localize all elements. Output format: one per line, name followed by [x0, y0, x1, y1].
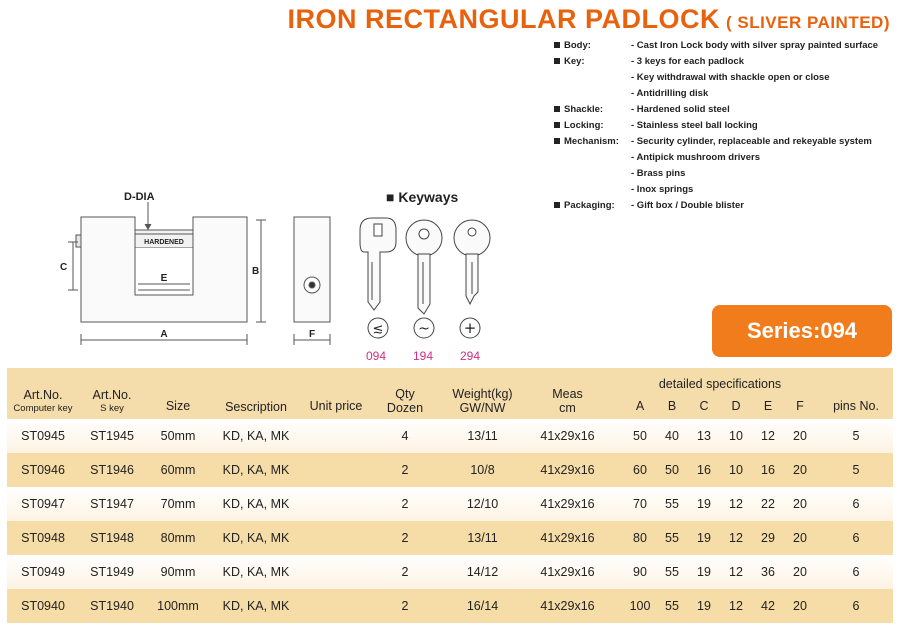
cell-b: 50 [665, 462, 679, 477]
cell-weight: 13/11 [467, 530, 498, 545]
cell-s-key: ST1945 [90, 428, 134, 443]
padlock-side-view [294, 217, 330, 322]
spec-value: - Stainless steel ball locking [631, 120, 758, 131]
cell-meas: 41x29x16 [540, 530, 595, 545]
spec-row [554, 166, 894, 182]
spec-value: - Antipick mushroom drivers [631, 152, 760, 163]
key-194-icon [406, 220, 442, 314]
keyways-title-text: Keyways [398, 189, 459, 205]
cell-meas: 41x29x16 [540, 598, 595, 613]
cell-c: 19 [697, 598, 711, 613]
header-description: Sescription [225, 400, 287, 414]
cell-c: 16 [697, 462, 711, 477]
padlock-dimension-drawing [40, 180, 370, 350]
cell-s-key: ST1948 [90, 530, 134, 545]
spec-value: - Gift box / Double blister [631, 200, 744, 211]
table-row [7, 453, 893, 487]
cell-f: 20 [793, 598, 807, 613]
cell-a: 50 [633, 428, 647, 443]
spec-label [564, 166, 631, 182]
cell-c: 13 [697, 428, 711, 443]
cell-c: 19 [697, 530, 711, 545]
label-d-dia: D-DIA [124, 191, 155, 203]
header-detailed-specs: detailed specifications [658, 377, 782, 391]
cell-qty: 4 [401, 428, 409, 443]
cell-desc: KD, KA, MK [222, 564, 290, 579]
spec-bullet [554, 166, 564, 182]
key-094-icon [360, 218, 396, 310]
header-a: A [635, 399, 645, 413]
cell-size: 80mm [160, 530, 196, 545]
cell-s-key: ST1949 [90, 564, 134, 579]
cell-b: 55 [665, 496, 679, 511]
title-subtitle: ( SLIVER PAINTED) [725, 13, 890, 32]
cell-f: 20 [793, 564, 807, 579]
spec-row [554, 102, 894, 118]
cell-qty: 2 [401, 598, 409, 613]
cell-desc: KD, KA, MK [222, 598, 290, 613]
cell-meas: 41x29x16 [540, 496, 595, 511]
bullet-square-icon [554, 122, 560, 128]
spec-bullet [554, 102, 564, 118]
cell-size: 70mm [160, 496, 196, 511]
page-title [0, 4, 890, 35]
spec-value: - Hardened solid steel [631, 104, 730, 115]
spec-row [554, 182, 894, 198]
spec-label [564, 86, 631, 102]
header-art-no-s-key: Art.No. S key [92, 388, 132, 414]
cell-f: 20 [793, 530, 807, 545]
spec-row [554, 118, 894, 134]
cell-pins: 5 [852, 462, 860, 477]
spec-row [554, 54, 894, 70]
cell-meas: 41x29x16 [540, 564, 595, 579]
cell-size: 50mm [160, 428, 196, 443]
spec-value: - Cast Iron Lock body with silver spray painted surface [631, 40, 879, 51]
cell-d: 10 [729, 462, 743, 477]
cell-e: 22 [761, 496, 775, 511]
spec-label: Packaging: [564, 200, 615, 211]
spec-bullet [554, 70, 564, 86]
cell-unit-price [301, 419, 371, 453]
table-row [7, 487, 893, 521]
cell-unit-price [301, 555, 371, 589]
header-size: Size [165, 399, 191, 413]
series-badge: Series:094 [712, 305, 892, 357]
cell-computer-key: ST0946 [21, 462, 65, 477]
cell-c: 19 [697, 496, 711, 511]
table-header [7, 368, 893, 419]
spec-bullet [554, 198, 564, 214]
header-unit-price: Unit price [309, 399, 363, 413]
cell-e: 29 [761, 530, 775, 545]
cell-computer-key: ST0947 [21, 496, 65, 511]
cell-b: 55 [665, 530, 679, 545]
keyway-label-194: 194 [413, 349, 434, 363]
cell-weight: 12/10 [466, 496, 499, 511]
bullet-square-icon [554, 58, 560, 64]
cell-a: 90 [633, 564, 647, 579]
header-meas: Meas cm [552, 387, 583, 415]
cell-f: 20 [793, 428, 807, 443]
cell-pins: 6 [852, 530, 860, 545]
cell-d: 12 [729, 530, 743, 545]
cell-computer-key: ST0948 [21, 530, 65, 545]
cell-c: 19 [697, 564, 711, 579]
header-f: F [796, 399, 804, 413]
cell-e: 36 [761, 564, 775, 579]
cell-computer-key: ST0949 [21, 564, 65, 579]
cell-f: 20 [793, 462, 807, 477]
label-dim-c: C [60, 262, 68, 273]
keyway-294-symbol: + [463, 319, 477, 337]
cell-weight: 13/11 [467, 428, 498, 443]
spec-label: Shackle: [564, 104, 604, 115]
cell-d: 12 [729, 598, 743, 613]
spec-label: Key: [564, 56, 585, 67]
table-row [7, 555, 893, 589]
label-dim-e: E [160, 273, 168, 284]
cell-meas: 41x29x16 [540, 428, 595, 443]
cell-qty: 2 [401, 564, 409, 579]
spec-bullet [554, 86, 564, 102]
cell-desc: KD, KA, MK [222, 428, 290, 443]
cell-meas: 41x29x16 [540, 462, 595, 477]
cell-pins: 6 [852, 598, 860, 613]
header-d: D [731, 399, 741, 413]
label-dim-b: B [252, 266, 260, 277]
spec-label [564, 182, 631, 198]
spec-value: - Key withdrawal with shackle open or close [631, 72, 830, 83]
label-dim-a: A [160, 329, 168, 340]
bullet-square-icon [554, 202, 560, 208]
cell-unit-price [301, 589, 371, 623]
spec-bullet [554, 38, 564, 54]
spec-row [554, 38, 894, 54]
spec-row [554, 70, 894, 86]
cell-unit-price [301, 521, 371, 555]
header-e: E [763, 399, 773, 413]
spec-bullet [554, 118, 564, 134]
cell-d: 10 [729, 428, 743, 443]
cell-desc: KD, KA, MK [222, 496, 290, 511]
cell-unit-price [301, 453, 371, 487]
spec-value: - 3 keys for each padlock [631, 56, 744, 67]
cell-size: 90mm [160, 564, 196, 579]
label-hardened: HARDENED [144, 239, 184, 246]
key-294-icon [454, 220, 490, 304]
product-table [7, 368, 893, 624]
cell-qty: 2 [401, 496, 409, 511]
cell-computer-key: ST0940 [21, 598, 65, 613]
table-row [7, 589, 893, 623]
cell-s-key: ST1947 [90, 496, 134, 511]
spec-label: Body: [564, 40, 591, 51]
title-main: IRON RECTANGULAR PADLOCK [287, 4, 720, 34]
cell-size: 100mm [157, 598, 199, 613]
keyway-194-symbol: ~ [418, 321, 430, 337]
spec-row [554, 134, 894, 150]
cell-b: 55 [665, 564, 679, 579]
cell-e: 42 [761, 598, 775, 613]
cell-qty: 2 [401, 530, 409, 545]
spec-value: - Inox springs [631, 184, 694, 195]
bullet-square-icon [554, 106, 560, 112]
cell-pins: 6 [852, 496, 860, 511]
header-art-no-computer: Art.No. Computer key [13, 388, 73, 414]
spec-bullet [554, 150, 564, 166]
cell-b: 55 [665, 598, 679, 613]
cell-weight: 10/8 [470, 462, 495, 477]
header-weight: Weight(kg) GW/NW [452, 387, 513, 415]
cell-weight: 16/14 [466, 598, 499, 613]
cell-desc: KD, KA, MK [222, 530, 290, 545]
spec-bullet [554, 134, 564, 150]
spec-row [554, 86, 894, 102]
cell-s-key: ST1940 [90, 598, 134, 613]
spec-value: - Security cylinder, replaceable and rekeyable system [631, 136, 872, 147]
cell-weight: 14/12 [466, 564, 499, 579]
cell-qty: 2 [401, 462, 409, 477]
spec-label: Mechanism: [564, 136, 619, 147]
spec-label [564, 70, 631, 86]
table-row [7, 521, 893, 555]
cell-f: 20 [793, 496, 807, 511]
keyway-label-094: 094 [366, 349, 387, 363]
spec-bullet [554, 54, 564, 70]
cell-d: 12 [729, 564, 743, 579]
bullet-square-icon [554, 42, 560, 48]
cell-a: 60 [633, 462, 647, 477]
cell-a: 100 [629, 598, 651, 613]
cell-unit-price [301, 487, 371, 521]
header-pins: pins No. [833, 399, 879, 413]
keyways-title: ■ Keyways [386, 189, 459, 205]
keyways-illustration [352, 212, 502, 347]
header-b: B [667, 399, 677, 413]
cell-desc: KD, KA, MK [222, 462, 290, 477]
spec-label [564, 150, 631, 166]
header-qty: Qty Dozen [386, 387, 424, 415]
cell-size: 60mm [160, 462, 196, 477]
spec-row [554, 150, 894, 166]
spec-label: Locking: [564, 120, 604, 131]
cell-a: 80 [633, 530, 647, 545]
cell-b: 40 [665, 428, 679, 443]
keyway-094-symbol: ≲ [372, 322, 384, 337]
spec-bullet [554, 182, 564, 198]
spec-list [554, 38, 894, 214]
label-dim-f: F [308, 329, 316, 340]
spec-value: - Antidrilling disk [631, 88, 709, 99]
bullet-square-icon [554, 138, 560, 144]
spec-value: - Brass pins [631, 168, 686, 179]
cell-pins: 5 [852, 428, 860, 443]
cell-d: 12 [729, 496, 743, 511]
cell-e: 16 [761, 462, 775, 477]
keyway-label-294: 294 [460, 349, 481, 363]
spec-row [554, 198, 894, 214]
cell-pins: 6 [852, 564, 860, 579]
cell-s-key: ST1946 [90, 462, 134, 477]
table-row [7, 419, 893, 453]
cell-e: 12 [761, 428, 775, 443]
cell-a: 70 [633, 496, 647, 511]
cell-computer-key: ST0945 [21, 428, 65, 443]
header-c: C [699, 399, 709, 413]
